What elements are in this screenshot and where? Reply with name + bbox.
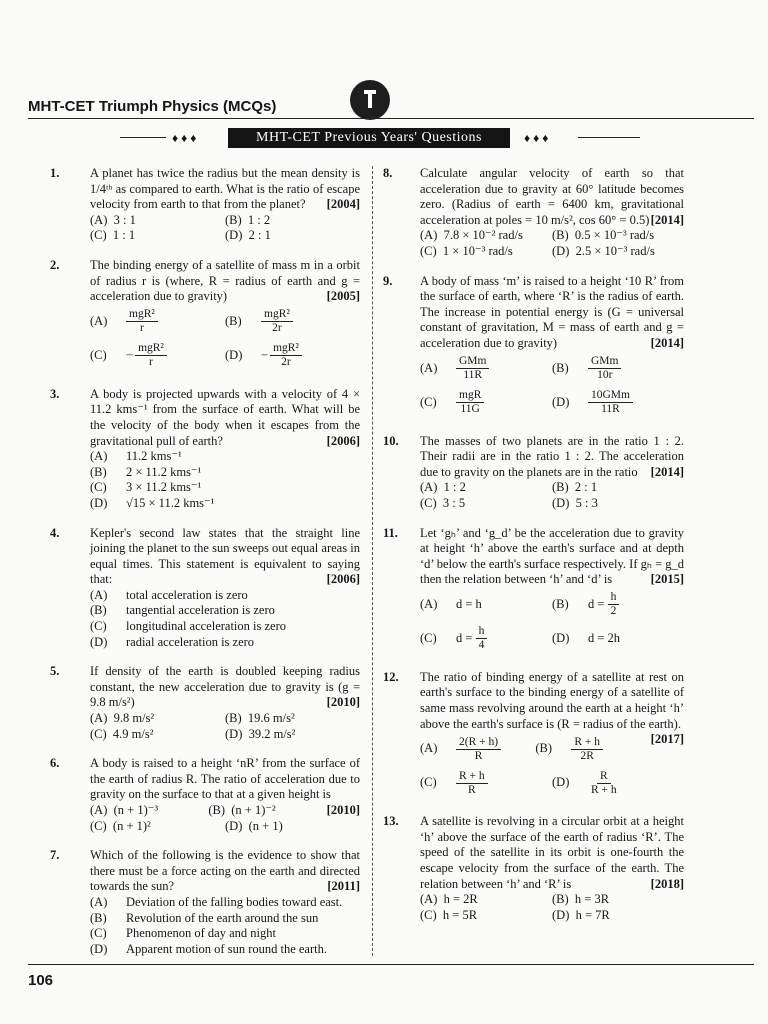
- options-row: [90, 213, 360, 229]
- option-b[interactable]: (B) (n + 1)⁻²: [208, 803, 276, 817]
- question-number: 8.: [383, 166, 393, 180]
- year-tag: [2018]: [650, 876, 684, 891]
- option-b[interactable]: (B) 2 : 1: [552, 480, 598, 495]
- question-number: 7.: [50, 848, 60, 863]
- options-row: [90, 305, 360, 339]
- option-d[interactable]: (D) R R + h: [552, 769, 617, 796]
- year-tag: [2014]: [650, 464, 684, 479]
- question-6: [50, 756, 360, 834]
- option-b[interactable]: (B) 19.6 m/s²: [225, 711, 295, 726]
- banner-rule-left: [120, 137, 166, 138]
- option-a[interactable]: (A) mgR² r: [90, 305, 225, 339]
- option-a[interactable]: (A) 9.8 m/s²: [90, 711, 155, 726]
- options-row: [420, 908, 684, 924]
- options-row: [420, 496, 684, 512]
- question-1: [50, 166, 360, 244]
- question-text: The masses of two planets are in the ratio 1 : 2. Their radii are in the ratio 1 : 2. The acceleration due to gravity on the planets are in the ratio [2014]: [420, 433, 684, 479]
- option-c[interactable]: (C) − mgR² r: [90, 339, 225, 373]
- question-13: [380, 814, 684, 923]
- question-number: 3.: [50, 386, 60, 401]
- option-a[interactable]: (A) 3 : 1: [90, 212, 136, 227]
- question-number: 11.: [383, 525, 398, 540]
- option-c[interactable]: (C) (n + 1)²: [90, 818, 151, 833]
- question-text: Which of the following is the evidence to show that there must be a force acting on the earth and directed towards the sun? [2011]: [90, 848, 360, 894]
- question-number: 12.: [383, 669, 399, 684]
- banner-rule-right: [578, 137, 640, 138]
- option-c[interactable]: (C) 1 × 10⁻³ rad/s: [420, 243, 513, 258]
- question-text: A planet has twice the radius but the mean density is 1/4ᵗʰ as compared to earth. What is the ratio of escape velocity from earth to that from the planet? [2004]: [90, 166, 360, 212]
- option-a[interactable]: (A) GMm 11R: [420, 352, 552, 386]
- options-row: [90, 339, 360, 373]
- option-b[interactable]: (B) 0.5 × 10⁻³ rad/s: [552, 228, 655, 243]
- option-d[interactable]: (D) − mgR² 2r: [225, 339, 360, 373]
- option-a[interactable]: (A) 2(R + h) R: [420, 732, 535, 766]
- option-a[interactable]: (A) 11.2 kms⁻¹: [90, 449, 182, 464]
- option-c[interactable]: (C) Phenomenon of day and night: [90, 926, 276, 941]
- question-9: [380, 274, 684, 420]
- question-5: [50, 664, 360, 742]
- options-row: [420, 588, 684, 622]
- question-10: [380, 434, 684, 512]
- question-text: A body is projected upwards with a velocity of 4 × 11.2 kms⁻¹ from the surface of earth. What will be the velocity of the body when it escapes from the gravitational pull of earth? [2006]: [90, 386, 360, 448]
- option-a[interactable]: (A) h = 2R: [420, 892, 478, 907]
- option-a[interactable]: (A) Deviation of the falling bodies toward east.: [90, 894, 343, 909]
- option-b[interactable]: (B) d = $\frac{h}{2}$: [552, 588, 684, 622]
- question-text: A body is raised to a height ‘nR’ from the surface of the earth of radius R. The ratio of acceleration due to gravity on the surface to that at a given height is [2010]: [90, 756, 360, 817]
- question-number: 4.: [50, 525, 60, 540]
- question-8: [380, 166, 684, 260]
- diamonds-left: ♦♦♦: [172, 131, 200, 145]
- year-tag: [2006]: [326, 433, 360, 448]
- option-c[interactable]: (C) 1 : 1: [90, 228, 136, 243]
- option-d[interactable]: (D) √15 × 11.2 kms⁻¹: [90, 495, 215, 510]
- question-number: 9.: [383, 273, 393, 288]
- question-number: 5.: [50, 664, 60, 679]
- option-d[interactable]: (D) 5 : 3: [552, 495, 598, 510]
- options-row: [90, 803, 327, 819]
- question-number: 13.: [383, 814, 399, 829]
- option-a[interactable]: (A) d = h: [420, 597, 482, 612]
- option-b[interactable]: (B) Revolution of the earth around the sun: [90, 910, 319, 925]
- footer-rule: [28, 964, 754, 965]
- column-divider: [372, 166, 373, 956]
- option-d[interactable]: (D) 2.5 × 10⁻³ rad/s: [552, 243, 655, 258]
- option-c[interactable]: (C) 3 : 5: [420, 495, 466, 510]
- question-4: [50, 526, 360, 651]
- question-number: 6.: [50, 756, 60, 771]
- question-text: Kepler's second law states that the straight line joining the planet to the sun sweeps out equal areas in equal times. This statement is equivalent to saying that: [2006]: [90, 525, 360, 587]
- question-text: A body of mass ‘m’ is raised to a height ‘10 R’ from the surface of earth, where ‘R’ is the radius of earth. The increase in potential energy is (G = universal constant of gravitation, M = mass of earth and g = acceleration due to gravity) [2014]: [420, 273, 684, 350]
- question-2: [50, 258, 360, 373]
- options-row: [90, 727, 360, 743]
- triumph-logo-icon: [350, 80, 390, 120]
- question-text: The binding energy of a satellite of mass m in a orbit of radius r is (where, R = radius of earth and g = acceleration due to gravity) [2005]: [90, 257, 360, 304]
- year-tag: [2017]: [650, 732, 684, 747]
- option-d[interactable]: (D) (n + 1): [225, 818, 283, 833]
- question-number: 10.: [383, 433, 399, 448]
- option-b[interactable]: (B) 2 × 11.2 kms⁻¹: [90, 464, 202, 479]
- option-b[interactable]: (B) 1 : 2: [225, 212, 271, 227]
- options-row: [420, 766, 684, 800]
- question-number: 2.: [50, 257, 60, 272]
- question-text: The ratio of binding energy of a satellite at rest on earth's surface to the binding energy of a satellite of same mass revolving around the earth at a height ‘h’ above the earth's surface is (R = radius of the earth). [2017]: [420, 669, 684, 747]
- options-row: [420, 244, 684, 260]
- option-b[interactable]: (B) tangential acceleration is zero: [90, 603, 275, 618]
- options-row: [420, 480, 684, 496]
- question-3: [50, 387, 360, 512]
- year-tag: [2010]: [326, 695, 360, 710]
- option-a[interactable]: (A) 7.8 × 10⁻² rad/s: [420, 228, 523, 243]
- year-tag: [2015]: [650, 572, 684, 587]
- option-d[interactable]: (D) 39.2 m/s²: [225, 726, 296, 741]
- diamonds-right: ♦♦♦: [524, 131, 552, 145]
- book-title: MHT-CET Triumph Physics (MCQs): [28, 98, 277, 115]
- option-d[interactable]: (D) d = 2h: [552, 631, 621, 646]
- question-text: Let ‘gₕ’ and ‘g_d’ be the acceleration due to gravity at height ‘h’ above the earth's surface and at depth ‘d’ below the earth's surface respectively. If gₕ = g_d then the relation between ‘h’ and ‘d’ is [2015]: [420, 525, 684, 587]
- options-row: [90, 228, 360, 244]
- left-column: [50, 166, 360, 971]
- option-c[interactable]: (C) longitudinal acceleration is zero: [90, 619, 287, 634]
- option-b[interactable]: (B) R + h 2R: [535, 732, 650, 766]
- question-11: [380, 526, 684, 656]
- option-a[interactable]: (A) (n + 1)⁻³: [90, 803, 159, 817]
- year-tag: [2011]: [327, 879, 360, 894]
- options-row: [420, 892, 684, 908]
- options-row: [90, 819, 360, 835]
- year-tag: [2014]: [650, 335, 684, 350]
- option-b[interactable]: (B) h = 3R: [552, 892, 610, 907]
- option-d[interactable]: (D) h = 7R: [552, 907, 610, 922]
- options-row: [420, 352, 684, 386]
- option-d[interactable]: (D) Apparent motion of sun round the earth.: [90, 941, 327, 956]
- year-tag: [2004]: [326, 197, 360, 212]
- option-d[interactable]: (D) radial acceleration is zero: [90, 634, 255, 649]
- header-rule: [28, 118, 754, 119]
- question-number: 1.: [50, 166, 60, 180]
- option-b[interactable]: (B) GMm 10r: [552, 352, 684, 386]
- options-row: [420, 228, 684, 244]
- options-row: [90, 711, 360, 727]
- options-row: [420, 732, 651, 766]
- option-c[interactable]: (C) d = $\frac{h}{4}$: [420, 622, 552, 656]
- option-a[interactable]: (A) 1 : 2: [420, 480, 466, 495]
- question-text: If density of the earth is doubled keeping radius constant, the new acceleration due to gravity is (g = 9.8 m/s²) [2010]: [90, 664, 360, 710]
- options-row: [420, 386, 684, 420]
- option-c[interactable]: (C) mgR 11G: [420, 386, 552, 420]
- year-tag: [2010]: [326, 803, 360, 817]
- page-number: 106: [28, 972, 54, 989]
- section-title: MHT-CET Previous Years' Questions: [228, 128, 510, 148]
- option-b[interactable]: (B) mgR² 2r: [225, 305, 360, 339]
- question-text: Calculate angular velocity of earth so that acceleration due to gravity at 60° latitude becomes zero. (Radius of earth = 6400 km, gravitational acceleration at poles = 10 m/s², cos 60° = 0.5) [2014]: [420, 166, 684, 227]
- year-tag: [2014]: [650, 212, 684, 227]
- right-column: [380, 166, 684, 937]
- option-c[interactable]: (C) h = 5R: [420, 907, 478, 922]
- options-row: [420, 622, 684, 656]
- option-c[interactable]: (C) 4.9 m/s²: [90, 726, 154, 741]
- question-text: A satellite is revolving in a circular orbit at a height ‘h’ above the surface of the earth of radius ‘R’. The speed of the satellite in its orbit is one-fourth the escape velocity from the surface of the earth. The relation between ‘h’ and ‘R’ is [2018]: [420, 814, 684, 891]
- t-letter-icon: [363, 88, 377, 110]
- question-7: [50, 848, 360, 957]
- option-a[interactable]: (A) total acceleration is zero: [90, 587, 248, 602]
- question-12: [380, 670, 684, 800]
- option-d[interactable]: (D) 10GMm 11R: [552, 386, 684, 420]
- year-tag: [2005]: [326, 289, 360, 304]
- option-d[interactable]: (D) 2 : 1: [225, 228, 271, 243]
- section-banner: [120, 128, 640, 148]
- option-c[interactable]: (C) R + h R: [420, 766, 552, 800]
- year-tag: [2006]: [326, 572, 360, 587]
- option-c[interactable]: (C) 3 × 11.2 kms⁻¹: [90, 480, 202, 495]
